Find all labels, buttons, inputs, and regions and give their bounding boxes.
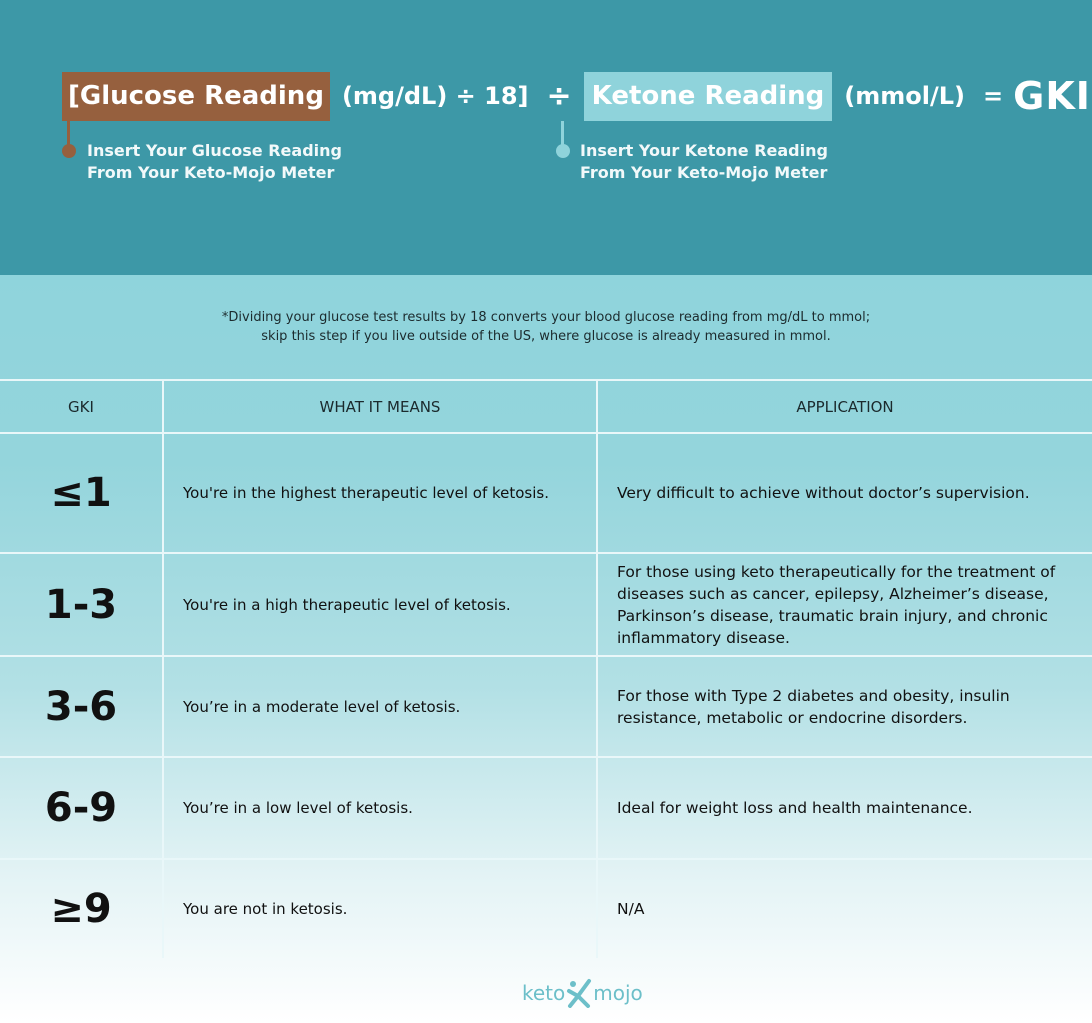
gki-value: 6-9	[44, 785, 118, 831]
table-row	[0, 756, 1092, 858]
ketone-dot-icon	[556, 144, 570, 158]
table-row	[0, 432, 1092, 552]
table-row	[0, 552, 1092, 655]
ketone-reading-box	[584, 72, 833, 121]
divide-sign: ÷	[546, 78, 572, 114]
ketone-hint-line2: From Your Keto-Mojo Meter	[580, 163, 828, 182]
meaning-text: You're in the highest therapeutic level of ketosis.	[183, 484, 549, 502]
ketone-label: Ketone Reading	[591, 81, 825, 111]
formula-header	[0, 0, 1092, 275]
keto-mojo-figure-icon	[566, 978, 592, 1008]
glucose-hint-line2: From Your Keto-Mojo Meter	[87, 163, 335, 182]
gki-value: ≤1	[50, 470, 112, 516]
gki-value: ≥9	[50, 886, 112, 932]
glucose-label: [Glucose Reading	[68, 81, 324, 111]
ketone-hint-line1: Insert Your Ketone Reading	[580, 141, 828, 160]
application-text: For those with Type 2 diabetes and obesity, insulin resistance, metabolic or endocrine disorders.	[617, 686, 1010, 727]
gki-content	[0, 275, 1092, 1023]
logo-text-keto: keto	[522, 981, 566, 1005]
glucose-unit: (mg/dL) ÷ 18]	[341, 82, 529, 110]
ketone-hint	[580, 140, 828, 184]
table-row	[0, 858, 1092, 958]
glucose-reading-box	[62, 72, 330, 121]
meaning-text: You are not in ketosis.	[183, 900, 348, 918]
gki-table	[0, 379, 1092, 958]
conversion-note	[0, 308, 1092, 346]
logo-text-mojo: mojo	[593, 981, 643, 1005]
note-line1: *Dividing your glucose test results by 18 converts your blood glucose reading from mg/dL to mmol;	[221, 310, 871, 325]
gki-value: 3-6	[44, 683, 118, 730]
ketone-unit: (mmol/L)	[844, 82, 966, 110]
gki-result: GKI	[1013, 74, 1091, 118]
application-text: N/A	[617, 900, 645, 918]
header-meaning: WHAT IT MEANS	[164, 381, 598, 432]
meaning-text: You’re in a low level of ketosis.	[183, 799, 413, 817]
gki-value: 1-3	[44, 581, 118, 628]
header-application: APPLICATION	[796, 397, 894, 416]
application-text: Ideal for weight loss and health maintenance.	[617, 799, 973, 817]
note-line2: skip this step if you live outside of the US, where glucose is already measured in mmol.	[261, 329, 831, 344]
keto-mojo-logo	[522, 978, 643, 1008]
meaning-text: You’re in a moderate level of ketosis.	[183, 697, 461, 716]
table-header-row	[0, 379, 1092, 432]
meaning-text: You're in a high therapeutic level of ketosis.	[183, 595, 511, 614]
equals-sign: =	[983, 82, 1004, 110]
table-row	[0, 655, 1092, 756]
application-text: Very difficult to achieve without doctor’s supervision.	[617, 484, 1030, 502]
application-text: For those using keto therapeutically for the treatment of diseases such as cancer, epilepsy, Alzheimer’s disease, Parkinson’s disease, traumatic brain injury, and chronic inflammatory disease.	[617, 562, 1056, 647]
gki-formula	[62, 72, 1091, 120]
header-gki: GKI	[0, 381, 164, 432]
glucose-hint-line1: Insert Your Glucose Reading	[87, 141, 342, 160]
glucose-dot-icon	[62, 144, 76, 158]
glucose-hint	[87, 140, 342, 184]
